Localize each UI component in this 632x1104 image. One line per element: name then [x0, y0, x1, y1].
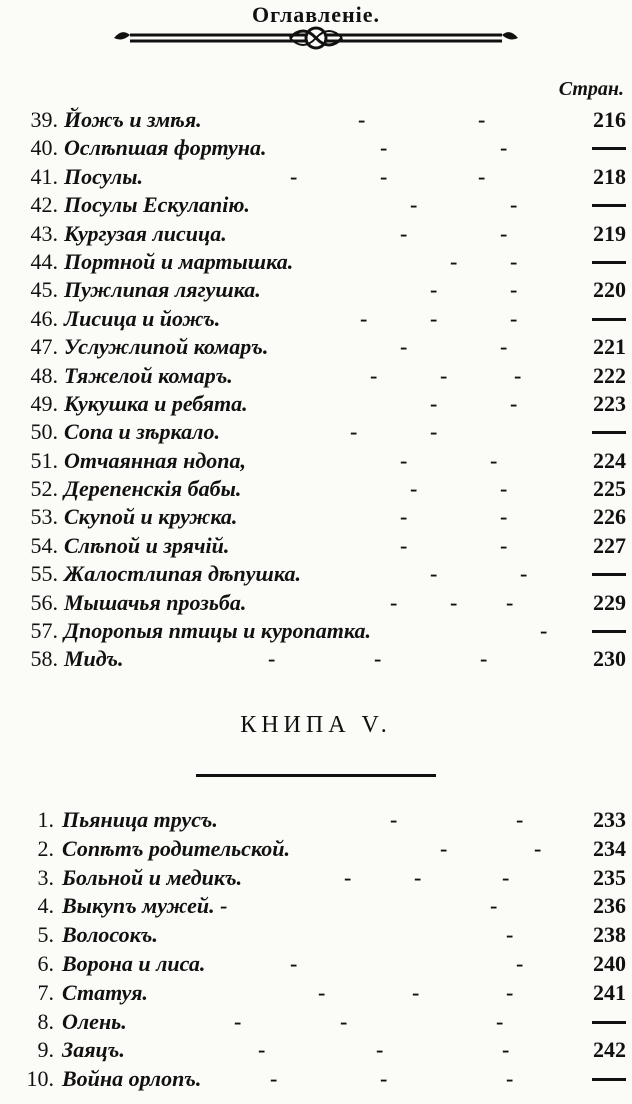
- ditto-dash: [592, 573, 626, 576]
- entry-title: Отчаянная ндопа,: [64, 447, 247, 473]
- entry-number: 53.: [30, 504, 58, 530]
- entry-page-number: 227: [593, 532, 626, 558]
- entry-title: Пужлипая лягушка.: [64, 277, 261, 303]
- leader-dot: -: [490, 447, 498, 473]
- entry-number: 51.: [30, 447, 58, 473]
- toc-entry: [0, 1036, 632, 1065]
- toc-entry: [0, 276, 632, 304]
- leader-dot: -: [268, 646, 276, 672]
- entry-number: 8.: [37, 1008, 54, 1034]
- leader-dot: -: [400, 220, 408, 246]
- contents-list-1: [0, 106, 632, 674]
- toc-entry: [0, 106, 632, 134]
- ditto-dash: [592, 431, 626, 434]
- entry-page-number: 226: [593, 504, 626, 530]
- leader-dot: -: [516, 807, 524, 832]
- entry-title: Посулы Ескулапію.: [64, 192, 250, 218]
- leader-dot: -: [380, 1066, 388, 1092]
- toc-entry: [0, 134, 632, 162]
- entry-title: Пьяница трусъ.: [62, 807, 218, 832]
- toc-entry: [0, 191, 632, 219]
- leader-dot: -: [510, 248, 518, 274]
- leader-dot: -: [350, 419, 358, 445]
- leader-dot: -: [500, 504, 508, 530]
- toc-entry: [0, 950, 632, 979]
- entry-title: Мышачья прозьба.: [64, 589, 247, 615]
- leader-dot: -: [500, 476, 508, 502]
- page-header-title: Оглавленіе.: [251, 2, 381, 27]
- ditto-dash: [592, 318, 626, 321]
- toc-entry: [0, 447, 632, 475]
- leader-dot: -: [290, 163, 298, 189]
- toc-entry: [0, 560, 632, 588]
- entry-number: 41.: [30, 163, 58, 189]
- leader-dot: -: [376, 1037, 384, 1063]
- entry-page-number: 233: [593, 807, 626, 832]
- leader-dot: -: [430, 390, 438, 416]
- leader-dot: -: [500, 334, 508, 360]
- leader-dot: -: [400, 532, 408, 558]
- entry-title: Жалостлипая дѣпушка.: [64, 561, 301, 587]
- toc-entry: [0, 892, 632, 921]
- entry-number: 52.: [30, 476, 58, 502]
- leader-dot: -: [510, 390, 518, 416]
- ditto-dash: [592, 1078, 626, 1081]
- toc-entry: [0, 362, 632, 390]
- leader-dot: -: [360, 305, 368, 331]
- leader-dot: -: [430, 419, 438, 445]
- entry-title: Дпоропыя птицы и куропатка.: [64, 618, 371, 644]
- entry-title: Лисица и йожъ.: [64, 305, 221, 331]
- toc-entry: [0, 418, 632, 446]
- leader-dot: -: [490, 893, 498, 919]
- ditto-dash: [592, 261, 626, 264]
- toc-entry: [0, 806, 632, 835]
- entry-title: Война орлопъ.: [62, 1066, 202, 1092]
- entry-number: 42.: [30, 192, 58, 218]
- leader-dot: -: [440, 362, 448, 388]
- entry-page-number: 221: [593, 334, 626, 360]
- entry-number: 6.: [37, 950, 54, 976]
- toc-entry: [0, 645, 632, 673]
- toc-entry: [0, 248, 632, 276]
- leader-dot: -: [380, 135, 388, 161]
- page-column-label: Стран.: [558, 78, 624, 100]
- leader-dot: -: [506, 979, 514, 1005]
- leader-dot: -: [516, 950, 524, 976]
- leader-dot: -: [358, 107, 366, 132]
- leader-dot: -: [478, 107, 486, 132]
- entry-page-number: 229: [593, 589, 626, 615]
- leader-dot: -: [234, 1008, 242, 1034]
- leader-dot: -: [502, 1037, 510, 1063]
- leader-dot: -: [510, 192, 518, 218]
- toc-entry: [0, 333, 632, 361]
- entry-number: 9.: [37, 1037, 54, 1063]
- leader-dot: -: [480, 646, 488, 672]
- toc-entry: [0, 532, 632, 560]
- entry-title: Сопѣтъ родительской.: [62, 835, 290, 861]
- entry-number: 40.: [30, 135, 58, 161]
- entry-page-number: 224: [593, 447, 626, 473]
- leader-dot: -: [430, 561, 438, 587]
- entry-title: Сопа и зѣркало.: [64, 419, 220, 445]
- entry-page-number: 220: [593, 277, 626, 303]
- entry-title: Мидъ.: [64, 646, 124, 672]
- leader-dot: -: [374, 646, 382, 672]
- leader-dot: -: [412, 979, 420, 1005]
- leader-dot: -: [500, 532, 508, 558]
- header-ornament: [110, 26, 522, 50]
- entry-title: Дерепенскія бабы.: [64, 476, 242, 502]
- entry-number: 45.: [30, 277, 58, 303]
- leader-dot: -: [506, 1066, 514, 1092]
- toc-entry: [0, 1008, 632, 1037]
- leader-dot: -: [430, 305, 438, 331]
- entry-page-number: 216: [593, 107, 626, 132]
- toc-entry: [0, 589, 632, 617]
- entry-page-number: 234: [593, 835, 626, 861]
- toc-entry: [0, 921, 632, 950]
- toc-entry: [0, 835, 632, 864]
- leader-dot: -: [506, 589, 514, 615]
- toc-entry: [0, 864, 632, 893]
- leader-dot: -: [410, 192, 418, 218]
- entry-title: Йожъ и змѣя.: [64, 107, 202, 132]
- entry-page-number: 230: [593, 646, 626, 672]
- entry-number: 57.: [30, 618, 58, 644]
- toc-entry: [0, 503, 632, 531]
- entry-number: 58.: [30, 646, 58, 672]
- leader-dot: -: [430, 277, 438, 303]
- leader-dot: -: [510, 305, 518, 331]
- entry-title: Портной и мартышка.: [64, 248, 294, 274]
- entry-title: Выкупъ мужей. -: [62, 893, 228, 919]
- book-heading-rule: [196, 774, 436, 777]
- entry-number: 43.: [30, 220, 58, 246]
- toc-entry: [0, 163, 632, 191]
- entry-title: Скупой и кружка.: [64, 504, 238, 530]
- entry-title: Статуя.: [62, 979, 148, 1005]
- entry-number: 44.: [30, 248, 58, 274]
- leader-dot: -: [520, 561, 528, 587]
- book-heading: КНИПА V.: [240, 712, 392, 738]
- entry-title: Больной и медикъ.: [62, 864, 243, 890]
- toc-entry: [0, 220, 632, 248]
- leader-dot: -: [390, 807, 398, 832]
- entry-number: 1.: [37, 807, 54, 832]
- entry-page-number: 238: [593, 922, 626, 948]
- leader-dot: -: [400, 504, 408, 530]
- entry-number: 54.: [30, 532, 58, 558]
- contents-list-2: [0, 806, 632, 1094]
- leader-dot: -: [318, 979, 326, 1005]
- entry-number: 4.: [37, 893, 54, 919]
- leader-dot: -: [502, 864, 510, 890]
- leader-dot: -: [500, 135, 508, 161]
- entry-number: 55.: [30, 561, 58, 587]
- entry-page-number: 235: [593, 864, 626, 890]
- entry-title: Ворона и лиса.: [62, 950, 206, 976]
- leader-dot: -: [440, 835, 448, 861]
- toc-entry: [0, 617, 632, 645]
- entry-title: Кургузая лисица.: [64, 220, 227, 246]
- entry-title: Ослѣпшая фортуна.: [64, 135, 267, 161]
- entry-title: Посулы.: [64, 163, 143, 189]
- leader-dot: -: [380, 163, 388, 189]
- entry-number: 2.: [37, 835, 54, 861]
- entry-number: 47.: [30, 334, 58, 360]
- leader-dot: -: [290, 950, 298, 976]
- toc-entry: [0, 979, 632, 1008]
- entry-title: Олень.: [62, 1008, 127, 1034]
- entry-page-number: 236: [593, 893, 626, 919]
- entry-page-number: 242: [593, 1037, 626, 1063]
- entry-number: 49.: [30, 390, 58, 416]
- leader-dot: -: [496, 1008, 504, 1034]
- entry-page-number: 240: [593, 950, 626, 976]
- leader-dot: -: [478, 163, 486, 189]
- entry-title: Слѣпой и зрячій.: [64, 532, 230, 558]
- leader-dot: -: [534, 835, 542, 861]
- leader-dot: -: [400, 447, 408, 473]
- entry-number: 39.: [30, 107, 58, 132]
- leader-dot: -: [344, 864, 352, 890]
- entry-page-number: 222: [593, 362, 626, 388]
- leader-dot: -: [514, 362, 522, 388]
- entry-number: 7.: [37, 979, 54, 1005]
- entry-number: 5.: [37, 922, 54, 948]
- entry-title: Услужлипой комаръ.: [64, 334, 269, 360]
- entry-page-number: 219: [593, 220, 626, 246]
- leader-dot: -: [370, 362, 378, 388]
- entry-title: Заяцъ.: [62, 1037, 125, 1063]
- leader-dot: -: [506, 922, 514, 948]
- leader-dot: -: [414, 864, 422, 890]
- entry-page-number: 223: [593, 390, 626, 416]
- leader-dot: -: [500, 220, 508, 246]
- ditto-dash: [592, 204, 626, 207]
- toc-entry: [0, 390, 632, 418]
- entry-page-number: 225: [593, 476, 626, 502]
- entry-number: 46.: [30, 305, 58, 331]
- entry-number: 10.: [26, 1066, 54, 1092]
- leader-dot: -: [510, 277, 518, 303]
- entry-number: 48.: [30, 362, 58, 388]
- leader-dot: -: [450, 248, 458, 274]
- ditto-dash: [592, 147, 626, 150]
- leader-dot: -: [450, 589, 458, 615]
- ditto-dash: [592, 630, 626, 633]
- entry-number: 50.: [30, 419, 58, 445]
- entry-page-number: 218: [593, 163, 626, 189]
- ditto-dash: [592, 1021, 626, 1024]
- entry-title: Тяжелой комаръ.: [64, 362, 233, 388]
- toc-entry: [0, 1065, 632, 1094]
- entry-title: Кукушка и ребята.: [64, 390, 248, 416]
- leader-dot: -: [270, 1066, 278, 1092]
- leader-dot: -: [390, 589, 398, 615]
- entry-number: 56.: [30, 589, 58, 615]
- entry-number: 3.: [37, 864, 54, 890]
- leader-dot: -: [340, 1008, 348, 1034]
- leader-dot: -: [400, 334, 408, 360]
- leader-dot: -: [540, 618, 548, 644]
- entry-page-number: 241: [593, 979, 626, 1005]
- toc-entry: [0, 305, 632, 333]
- leader-dot: -: [258, 1037, 266, 1063]
- toc-entry: [0, 475, 632, 503]
- entry-title: Волосокъ.: [62, 922, 158, 948]
- leader-dot: -: [410, 476, 418, 502]
